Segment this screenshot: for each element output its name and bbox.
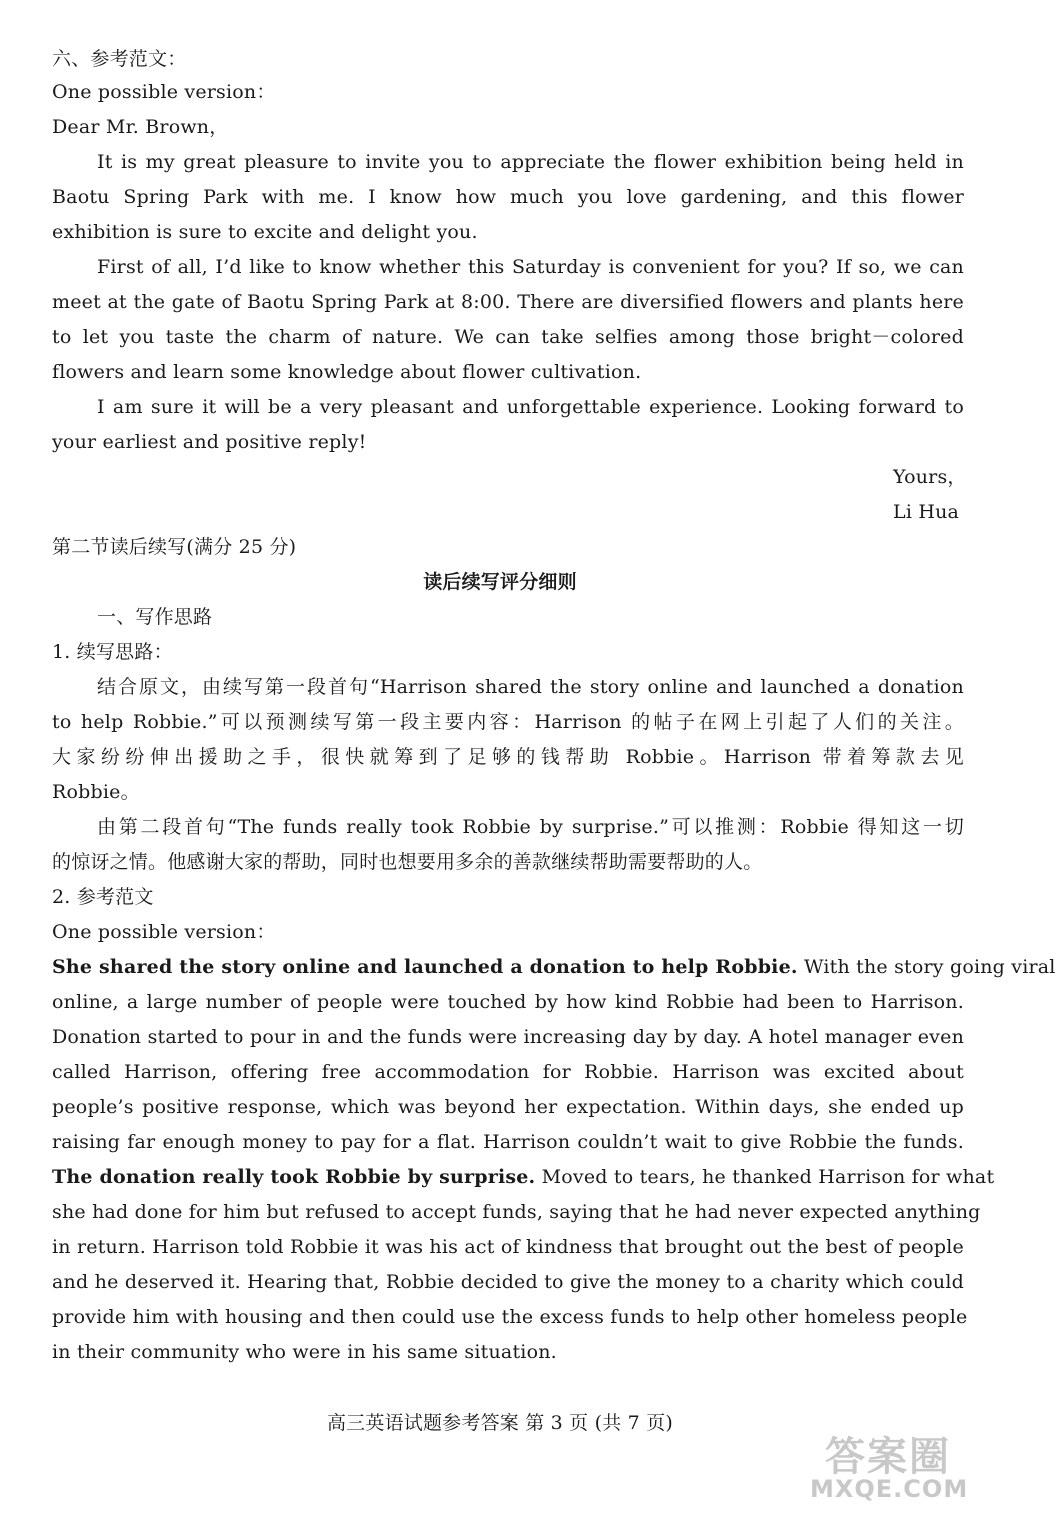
page-footer: 高三英语试题参考答案 第 3 页 (共 7 页) [326, 1412, 674, 1434]
essay-topic-sentence: The donation really took Robbie by surprise. [52, 1166, 536, 1188]
letter-paragraph-line: to let you taste the charm of nature. We can take selfies among those bright－colored [52, 326, 964, 348]
analysis-line: 由第二段首句“The funds really took Robbie by surprise.”可以推测：Robbie 得知这一切 [97, 816, 964, 838]
essay-line: online, a large number of people were touched by how kind Robbie had been to Harrison. [52, 991, 964, 1013]
watermark-site-text: MXQE.COM [810, 1475, 969, 1503]
essay-line: provide him with housing and then could use the excess funds to help other homeless people [52, 1306, 968, 1328]
page-title: 读后续写评分细则 [423, 571, 577, 593]
watermark-logo-text: 答案圈 [825, 1434, 951, 1480]
essay-line: and he deserved it. Hearing that, Robbie decided to give the money to a charity which could [52, 1271, 964, 1293]
analysis-line: 结合原文，由续写第一段首句“Harrison shared the story online and launched a donation [97, 676, 964, 698]
essay-line: in their community who were in his same situation. [52, 1341, 557, 1363]
letter-paragraph-line: Baotu Spring Park with me. I know how much you love gardening, and this flower [52, 186, 964, 208]
analysis-line: Robbie。 [52, 781, 140, 803]
version-label: One possible version： [52, 81, 276, 103]
list-item-heading: 2. 参考范文 [52, 886, 154, 908]
essay-line: raising far enough money to pay for a flat. Harrison couldn’t wait to give Robbie the funds. [52, 1131, 964, 1153]
letter-closing: Yours， [893, 466, 967, 488]
essay-line [52, 1165, 995, 1189]
essay-line: people’s positive response, which was beyond her expectation. Within days, she ended up [52, 1096, 964, 1118]
essay-line [52, 955, 1056, 979]
letter-paragraph-line: your earliest and positive reply! [52, 431, 367, 453]
essay-line: Donation started to pour in and the funds were increasing day by day. A hotel manager even [52, 1026, 964, 1048]
version-label: One possible version： [52, 921, 276, 943]
essay-topic-sentence: She shared the story online and launched a donation to help Robbie. [52, 956, 798, 978]
essay-line: she had done for him but refused to accept funds, saying that he had never expected anything [52, 1201, 981, 1223]
analysis-line: 大家纷纷伸出援助之手，很快就筹到了足够的钱帮助 Robbie。Harrison 带着筹款去见 [52, 746, 964, 768]
letter-paragraph-line: It is my great pleasure to invite you to appreciate the flower exhibition being held in [97, 151, 964, 173]
letter-salutation: Dear Mr. Brown， [52, 116, 229, 138]
essay-line-text: Moved to tears, he thanked Harrison for what [535, 1166, 995, 1188]
letter-signature: Li Hua [893, 501, 960, 523]
section-heading: 六、参考范文： [52, 48, 187, 70]
watermark [805, 1425, 995, 1505]
letter-paragraph-line: First of all, I’d like to know whether this Saturday is convenient for you? If so, we can [97, 256, 964, 278]
analysis-line: 的惊讶之情。他感谢大家的帮助，同时也想要用多余的善款继续帮助需要帮助的人。 [52, 851, 763, 873]
letter-paragraph-line: meet at the gate of Baotu Spring Park at 8:00. There are diversified flowers and plants here [52, 291, 964, 313]
letter-paragraph-line: exhibition is sure to excite and delight you. [52, 221, 478, 243]
essay-line: in return. Harrison told Robbie it was his act of kindness that brought out the best of people [52, 1236, 964, 1258]
list-item-heading: 1. 续写思路： [52, 641, 173, 663]
letter-paragraph-line: flowers and learn some knowledge about flower cultivation. [52, 361, 642, 383]
essay-line-text: With the story going viral [797, 956, 1056, 978]
subsection-heading: 一、写作思路 [97, 606, 213, 628]
section-heading: 第二节读后续写(满分 25 分) [52, 536, 297, 558]
letter-paragraph-line: I am sure it will be a very pleasant and unforgettable experience. Looking forward to [97, 396, 964, 418]
essay-line: called Harrison, offering free accommodation for Robbie. Harrison was excited about [52, 1061, 964, 1083]
analysis-line: to help Robbie.”可以预测续写第一段主要内容：Harrison 的帖子在网上引起了人们的关注。 [52, 711, 964, 733]
